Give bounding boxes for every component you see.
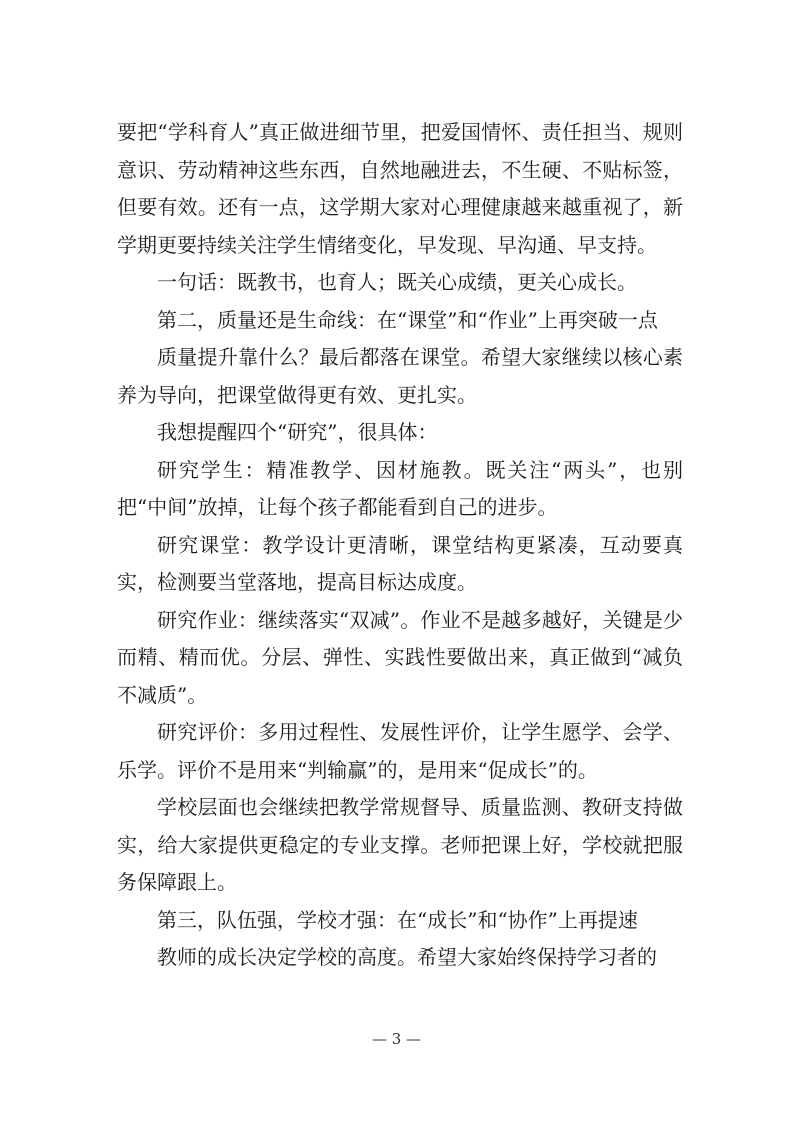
document-body (117, 114, 683, 977)
paragraph-summary: 一句话：既教书，也育人；既关心成绩，更关心成长。 (157, 270, 637, 294)
paragraph-research-classroom: 研究课堂：教学设计更清晰，课堂结构更紧凑，互动要真实，检测要当堂落地，提高目标达成度。 (117, 532, 683, 594)
paragraph-research-evaluation: 研究评价：多用过程性、发展性评价，让学生愿学、会学、乐学。评价不是用来“判输赢”的，是用来“促成长”的。 (117, 720, 683, 782)
paragraph-four-research: 我想提醒四个“研究”，很具体： (157, 420, 438, 444)
paragraph-quality: 质量提升靠什么？最后都落在课堂。希望大家继续以核心素养为导向，把课堂做得更有效、更扎实。 (117, 345, 683, 407)
paragraph-school-support: 学校层面也会继续把教学常规督导、质量监测、教研支持做实，给大家提供更稳定的专业支撑。老师把课上好，学校就把服务保障跟上。 (117, 795, 683, 894)
paragraph-research-students: 研究学生：精准教学、因材施教。既关注“两头”，也别把“中间”放掉，让每个孩子都能看到自己的进步。 (117, 457, 683, 519)
page-number: — 3 — (371, 1030, 422, 1048)
paragraph-research-homework: 研究作业：继续落实“双减”。作业不是越多越好，关键是少而精、精而优。分层、弹性、实践性要做出来，真正做到“减负不减质”。 (117, 607, 683, 707)
section-heading-team: 第三，队伍强，学校才强：在“成长”和“协作”上再提速 (157, 907, 638, 932)
paragraph-continuation: 要把“学科育人”真正做进细节里，把爱国情怀、责任担当、规则意识、劳动精神这些东西，自然地融进去，不生硬、不贴标签，但要有效。还有一点，这学期大家对心理健康越来越重视了，新学期更要持续关注学生情绪变化，早发现、早沟通、早支持。 (117, 120, 683, 257)
paragraph-teacher-growth: 教师的成长决定学校的高度。希望大家始终保持学习者的 (157, 945, 657, 969)
section-heading-quality: 第二，质量还是生命线：在“课堂”和“作业”上再突破一点 (157, 307, 658, 332)
